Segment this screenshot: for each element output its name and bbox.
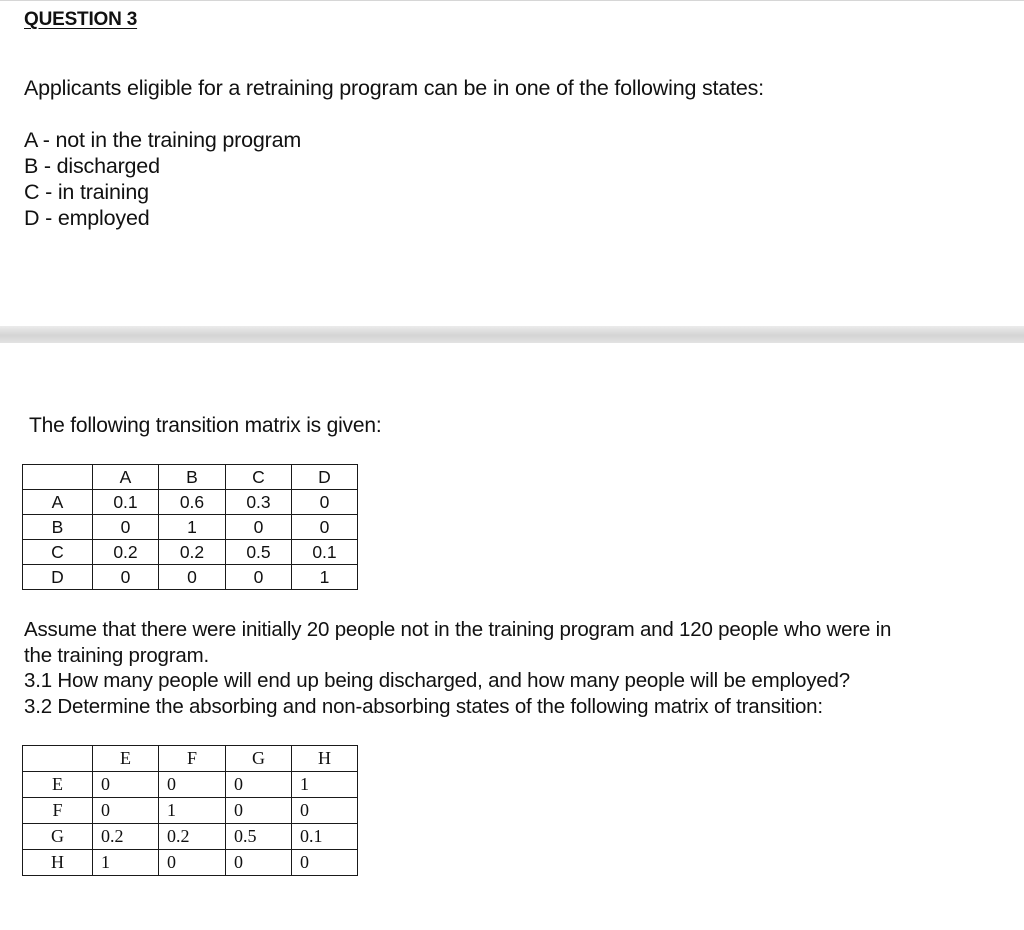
- assumption-line-2: the training program.: [24, 643, 209, 667]
- matrix1-cell: 0.3: [226, 490, 292, 515]
- matrix1-row: [23, 490, 358, 515]
- matrix1-row: [23, 515, 358, 540]
- matrix1-col-header: B: [159, 465, 226, 490]
- intro-text: Applicants eligible for a retraining program can be in one of the following states:: [24, 76, 764, 100]
- matrix1-col-header: D: [292, 465, 358, 490]
- state-b: B - discharged: [24, 154, 160, 178]
- matrix1-cell: 0: [226, 565, 292, 590]
- matrix1-cell: 0.1: [93, 490, 159, 515]
- matrix2-cell: 1: [292, 772, 358, 798]
- matrix1-cell: 1: [292, 565, 358, 590]
- matrix2-cell: 0.2: [159, 824, 226, 850]
- matrix1-cell: 0: [292, 515, 358, 540]
- matrix2-cell: 0: [159, 850, 226, 876]
- matrix2-cell: 0: [93, 772, 159, 798]
- matrix1-row-header: D: [23, 565, 93, 590]
- matrix1-cell: 0.2: [93, 540, 159, 565]
- state-c: C - in training: [24, 180, 149, 204]
- matrix1-row-header: C: [23, 540, 93, 565]
- matrix1-cell: 0: [93, 515, 159, 540]
- question-3-2: 3.2 Determine the absorbing and non-absorbing states of the following matrix of transition:: [24, 694, 823, 718]
- matrix2-cell: 0: [226, 798, 292, 824]
- matrix2-row-header: F: [23, 798, 93, 824]
- assumption-text: [24, 617, 1014, 719]
- matrix1-row: [23, 565, 358, 590]
- matrix2-row-header: G: [23, 824, 93, 850]
- states-list: [24, 127, 301, 231]
- state-d: D - employed: [24, 206, 150, 230]
- matrix1-corner: [23, 465, 93, 490]
- top-rule: [0, 0, 1024, 1]
- matrix2-row: [23, 824, 358, 850]
- matrix2-cell: 0: [226, 772, 292, 798]
- matrix2-cell: 0.2: [93, 824, 159, 850]
- matrix1-cell: 0.5: [226, 540, 292, 565]
- matrix2-row-header: E: [23, 772, 93, 798]
- matrix2-cell: 0: [292, 798, 358, 824]
- matrix2-col-header: F: [159, 746, 226, 772]
- matrix2-row: [23, 850, 358, 876]
- matrix2-cell: 0.1: [292, 824, 358, 850]
- matrix2-row-header: H: [23, 850, 93, 876]
- matrix1-cell: 0.1: [292, 540, 358, 565]
- matrix1-header-row: [23, 465, 358, 490]
- matrix2-col-header: G: [226, 746, 292, 772]
- matrix2-col-header: E: [93, 746, 159, 772]
- transition-matrix-efgh: [22, 745, 358, 876]
- matrix1-col-header: C: [226, 465, 292, 490]
- matrix1-row-header: A: [23, 490, 93, 515]
- matrix1-cell: 0.2: [159, 540, 226, 565]
- matrix2-cell: 1: [93, 850, 159, 876]
- matrix1-cell: 0.6: [159, 490, 226, 515]
- matrix2-corner: [23, 746, 93, 772]
- matrix2-cell: 1: [159, 798, 226, 824]
- matrix2-cell: 0: [292, 850, 358, 876]
- matrix1-cell: 0: [93, 565, 159, 590]
- matrix2-cell: 0: [159, 772, 226, 798]
- matrix2-cell: 0: [93, 798, 159, 824]
- matrix2-header-row: [23, 746, 358, 772]
- transition-matrix-abcd: [22, 464, 358, 590]
- matrix-intro: The following transition matrix is given:: [29, 414, 382, 437]
- state-a: A - not in the training program: [24, 128, 302, 152]
- question-title: QUESTION 3: [24, 9, 138, 30]
- matrix2-col-header: H: [292, 746, 358, 772]
- section-divider: [0, 326, 1024, 343]
- matrix2-row: [23, 798, 358, 824]
- matrix1-cell: 0: [292, 490, 358, 515]
- matrix1-col-header: A: [93, 465, 159, 490]
- matrix1-row-header: B: [23, 515, 93, 540]
- matrix2-row: [23, 772, 358, 798]
- matrix2-cell: 0: [226, 850, 292, 876]
- assumption-line-1: Assume that there were initially 20 people not in the training program and 120 people who were in: [24, 618, 892, 641]
- matrix1-cell: 1: [159, 515, 226, 540]
- matrix2-cell: 0.5: [226, 824, 292, 850]
- matrix1-cell: 0: [226, 515, 292, 540]
- matrix1-cell: 0: [159, 565, 226, 590]
- matrix1-row: [23, 540, 358, 565]
- question-3-1: 3.1 How many people will end up being discharged, and how many people will be employed?: [24, 669, 850, 692]
